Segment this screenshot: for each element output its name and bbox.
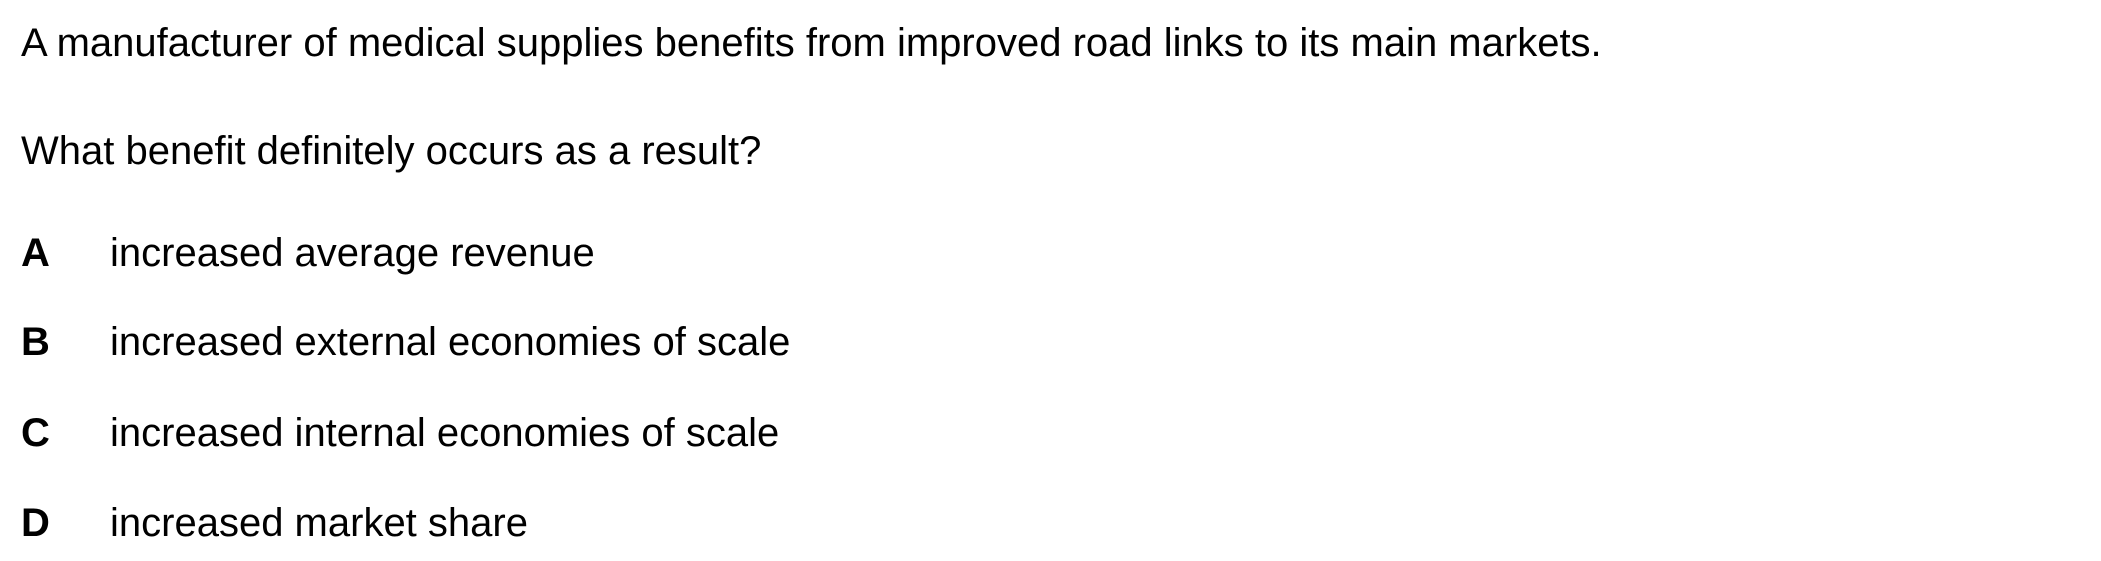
option-text: increased internal economies of scale <box>110 411 780 455</box>
option-text: increased market share <box>110 501 528 545</box>
option-text: increased average revenue <box>110 231 595 275</box>
option-letter: D <box>21 501 50 545</box>
option-letter: C <box>21 411 50 455</box>
option-letter: A <box>21 231 50 275</box>
option-letter: B <box>21 320 50 364</box>
question-prompt: What benefit definitely occurs as a result? <box>21 129 762 173</box>
question-stem: A manufacturer of medical supplies benefits from improved road links to its main markets. <box>21 21 1602 65</box>
option-text: increased external economies of scale <box>110 320 791 364</box>
